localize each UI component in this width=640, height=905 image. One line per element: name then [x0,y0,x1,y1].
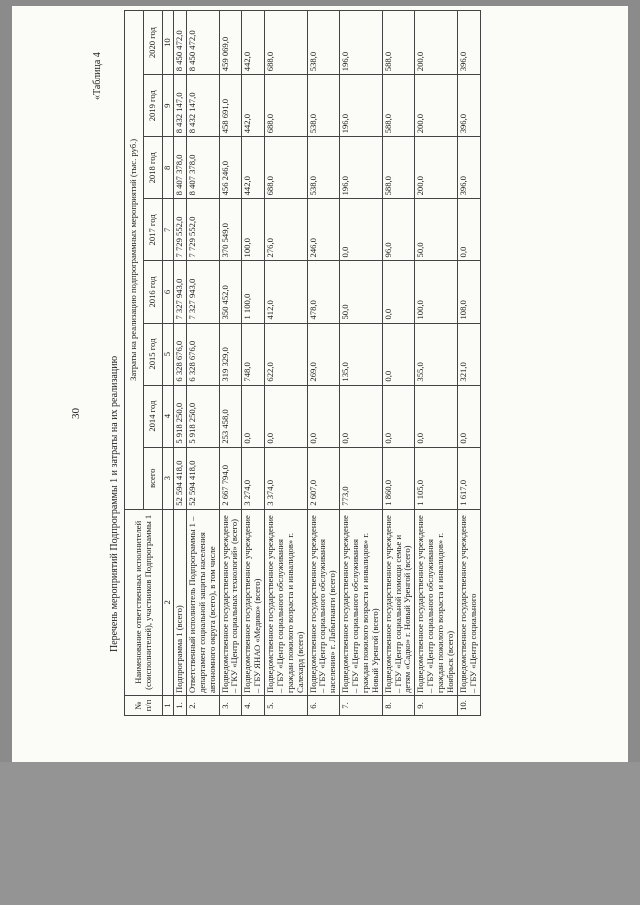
row-2020: 538,0 [307,11,340,75]
row-2014: 0,0 [265,385,308,447]
row-2016: 412,0 [265,261,308,323]
row-2017: 7 729 552,0 [186,199,219,261]
row-2015: 135,0 [340,323,383,385]
row-number: 6. [307,695,340,715]
row-2015: 355,0 [415,323,458,385]
row-2014: 5 918 250,0 [174,385,187,447]
column-index: 5 [163,323,174,385]
row-2015: 269,0 [307,323,340,385]
table-body [174,11,481,716]
row-number: 8. [382,695,415,715]
header-num: № п/п [125,695,163,715]
row-total: 773,0 [340,447,383,509]
header-year: 2017 год [144,199,163,261]
row-2019: 688,0 [265,75,308,137]
column-index: 1 [163,695,174,715]
row-2020: 588,0 [382,11,415,75]
row-2014: 0,0 [457,385,480,447]
header-year: 2014 год [144,385,163,447]
row-name: Подведомственное государственное учреждение – ГБУ «Центр социального обслуживания граждан пожилого возраста и инвалидов» г. Новый Уренгой (всего) [340,509,383,695]
row-2015: 319 329,0 [219,323,242,385]
row-2016: 0,0 [382,261,415,323]
row-2017: 276,0 [265,199,308,261]
row-2019: 196,0 [340,75,383,137]
row-2019: 8 432 147,0 [174,75,187,137]
row-name: Подпрограмма 1 (всего) [174,509,187,695]
row-name: Подведомственное государственное учреждение – ГБУ «Центр социального обслуживания населения» г. Лабытнанги (всего) [307,509,340,695]
column-index: 3 [163,447,174,509]
row-name: Подведомственное государственное учреждение – ГБУ ЯНАО «Медико» (всего) [242,509,265,695]
row-2018: 8 407 378,0 [174,137,187,199]
row-2014: 0,0 [242,385,265,447]
row-total: 3 374,0 [265,447,308,509]
row-2020: 396,0 [457,11,480,75]
row-total: 2 667 794,0 [219,447,242,509]
row-total: 1 105,0 [415,447,458,509]
row-2014: 0,0 [415,385,458,447]
row-number: 9. [415,695,458,715]
row-2020: 688,0 [265,11,308,75]
row-2017: 246,0 [307,199,340,261]
row-2015: 748,0 [242,323,265,385]
row-number: 5. [265,695,308,715]
table-row [242,11,265,716]
row-2018: 396,0 [457,137,480,199]
row-2014: 5 918 250,0 [186,385,219,447]
row-name: Ответственный исполнитель Подпрограммы 1 – департамент социальной защиты населения автономного округа (всего), в том числе [186,509,219,695]
row-total: 1 617,0 [457,447,480,509]
column-index: 4 [163,385,174,447]
row-2016: 7 327 943,0 [186,261,219,323]
row-2017: 50,0 [415,199,458,261]
row-2020: 8 450 472,0 [186,11,219,75]
row-name: Подведомственное государственное учреждение – ГКУ «Центр социальных технологий» (всего) [219,509,242,695]
table-title: Перечень мероприятий Подпрограммы 1 и затраты на их реализацию [109,355,120,652]
row-2018: 688,0 [265,137,308,199]
row-2019: 8 432 147,0 [186,75,219,137]
row-2016: 350 452,0 [219,261,242,323]
row-2019: 458 691,0 [219,75,242,137]
header-total: всего [144,447,163,509]
header-year: 2015 год [144,323,163,385]
row-2016: 478,0 [307,261,340,323]
row-2017: 370 549,0 [219,199,242,261]
scanner-background [0,762,640,905]
header-year: 2018 год [144,137,163,199]
column-index: 7 [163,199,174,261]
row-2020: 459 069,0 [219,11,242,75]
table-row [265,11,308,716]
header-year: 2020 год [144,11,163,75]
row-total: 52 594 418,0 [186,447,219,509]
row-2016: 7 327 943,0 [174,261,187,323]
table-row [174,11,187,716]
table-row [457,11,480,716]
row-2020: 196,0 [340,11,383,75]
row-2015: 6 328 676,0 [174,323,187,385]
column-index: 8 [163,137,174,199]
row-2018: 8 407 378,0 [186,137,219,199]
row-number: 10. [457,695,480,715]
column-index-row [163,11,174,716]
row-2019: 200,0 [415,75,458,137]
row-name: Подведомственное государственное учреждение – ГБУ «Центр социального обслуживания граждан пожилого возраста и инвалидов» г. Ноябрьск (всего) [415,509,458,695]
row-2014: 0,0 [307,385,340,447]
row-2018: 200,0 [415,137,458,199]
row-2016: 50,0 [340,261,383,323]
row-number: 3. [219,695,242,715]
row-2016: 108,0 [457,261,480,323]
table-row [415,11,458,716]
row-2016: 1 100,0 [242,261,265,323]
costs-table [124,10,481,716]
header-year: 2016 год [144,261,163,323]
header-row-group [125,11,144,716]
row-2015: 321,0 [457,323,480,385]
row-2015: 622,0 [265,323,308,385]
table-label: «Таблица 4 [92,52,103,100]
row-2018: 588,0 [382,137,415,199]
page-number: 30 [70,408,82,419]
row-number: 7. [340,695,383,715]
row-total: 3 274,0 [242,447,265,509]
row-number: 1. [174,695,187,715]
table-row [340,11,383,716]
row-2020: 8 450 472,0 [174,11,187,75]
row-2017: 7 729 552,0 [174,199,187,261]
row-total: 52 594 418,0 [174,447,187,509]
row-2016: 100,0 [415,261,458,323]
row-2014: 0,0 [340,385,383,447]
table-row [307,11,340,716]
row-name: Подведомственное государственное учреждение – ГБУ «Центр социального [457,509,480,695]
row-2017: 100,0 [242,199,265,261]
row-2015: 0,0 [382,323,415,385]
row-2020: 200,0 [415,11,458,75]
column-index: 10 [163,11,174,75]
table-row [186,11,219,716]
row-2017: 0,0 [340,199,383,261]
table-row [219,11,242,716]
column-index: 6 [163,261,174,323]
header-costs-group: Затраты на реализацию подпрограммных мероприятий (тыс. руб.) [125,11,144,510]
row-2018: 196,0 [340,137,383,199]
row-name: Подведомственное государственное учреждение – ГБУ «Центр социального обслуживания граждан пожилого возраста и инвалидов» г. Салехард (всего) [265,509,308,695]
row-number: 4. [242,695,265,715]
row-2019: 538,0 [307,75,340,137]
row-2019: 588,0 [382,75,415,137]
row-name: Подведомственное государственное учреждение – ГБУ «Центр социальной помощи семье и детям «Садко» г. Новый Уренгой (всего) [382,509,415,695]
row-total: 2 607,0 [307,447,340,509]
document-page [12,6,628,762]
row-2018: 538,0 [307,137,340,199]
header-year: 2019 год [144,75,163,137]
header-name: Наименование ответственных исполнителей (соисполнителей), участников Подпрограммы 1 [125,509,163,695]
row-total: 1 860,0 [382,447,415,509]
row-2017: 0,0 [457,199,480,261]
row-number: 2. [186,695,219,715]
row-2019: 396,0 [457,75,480,137]
row-2014: 0,0 [382,385,415,447]
rotated-content [12,6,628,762]
row-2020: 442,0 [242,11,265,75]
table-row [382,11,415,716]
row-2018: 456 246,0 [219,137,242,199]
row-2019: 442,0 [242,75,265,137]
row-2018: 442,0 [242,137,265,199]
row-2017: 96,0 [382,199,415,261]
row-2015: 6 328 676,0 [186,323,219,385]
column-index: 9 [163,75,174,137]
row-2014: 253 458,0 [219,385,242,447]
column-index: 2 [163,509,174,695]
